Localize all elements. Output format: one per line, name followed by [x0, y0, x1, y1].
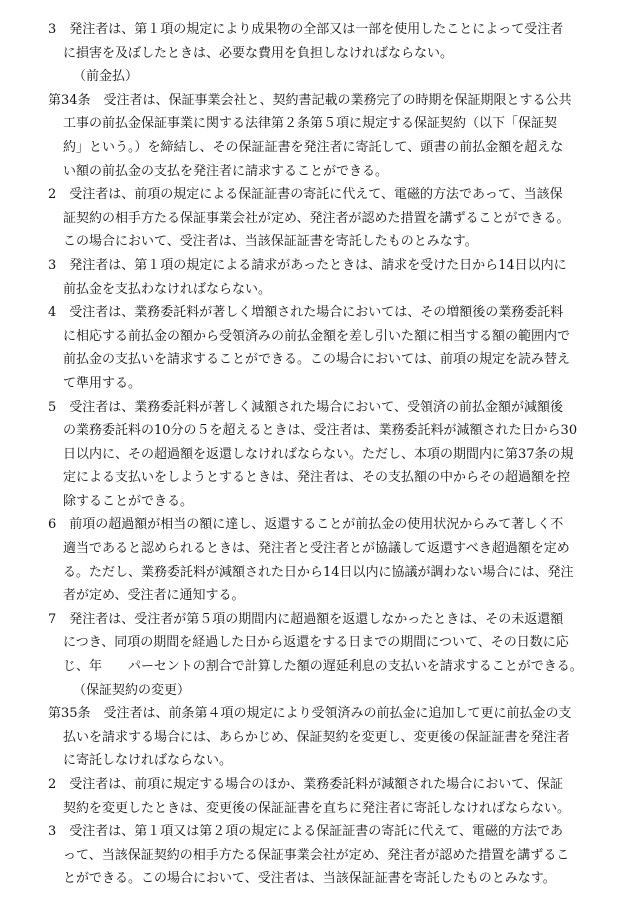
- text-line: に相応する前払金の額から受領済みの前払金額を差し引いた額に相当する額の範囲内で: [63, 328, 571, 344]
- text-line: て準用する。: [63, 375, 142, 391]
- text-line: 払いを請求する場合には、あらかじめ、保証契約を変更し、変更後の保証証書を発注者: [63, 729, 570, 745]
- text-line: に損害を及ぼしたときは、必要な費用を負担しなければならない。: [63, 45, 454, 61]
- text-line: 前払金の支払いを請求することができる。この場合においては、前項の規定を読み替え: [63, 352, 571, 368]
- numbered-paragraph: [48, 396, 608, 514]
- text-line: 5 受注者は、業務委託料が著しく減額された場合において、受領済の前払金額が減額後: [48, 399, 564, 415]
- text-line: い額の前払金の支払を発注者に請求することができる。: [63, 163, 389, 179]
- article-caption: [48, 679, 608, 703]
- article-paragraph: [48, 89, 608, 183]
- numbered-paragraph: [48, 18, 608, 65]
- text-line: 約」という。）を締結し、その保証証書を発注者に寄託して、頭書の前払金額を超えな: [63, 139, 564, 155]
- text-line: 第34条 受注者は、保証事業会社と、契約書記載の業務完了の時期を保証期限とする公共: [48, 92, 572, 108]
- text-line: 2 受注者は、前項の規定による保証証書の寄託に代えて、電磁的方法であって、当該保: [48, 187, 563, 203]
- numbered-paragraph: [48, 183, 608, 254]
- text-line: 証契約の相手方たる保証事業会社が定め、発注者が認めた措置を講ずることができる。: [63, 210, 570, 226]
- text-line: 者が定め、受注者に通知する。: [63, 588, 245, 604]
- numbered-paragraph: [48, 773, 608, 820]
- text-line: 3 受注者は、第１項又は第２項の規定による保証証書の寄託に代えて、電磁的方法であ: [48, 824, 564, 840]
- text-line: とができる。この場合において、受注者は、当該保証証書を寄託したものとみなす。: [63, 871, 556, 887]
- contract-document: [48, 18, 608, 891]
- text-line: 7 発注者は、受注者が第５項の期間内に超過額を返還しなかったときは、その未返還額: [48, 611, 564, 627]
- numbered-paragraph: [48, 254, 608, 301]
- numbered-paragraph: [48, 301, 608, 395]
- article-paragraph: [48, 702, 608, 773]
- text-line: 2 受注者は、前項に規定する場合のほか、業務委託料が減額された場合において、保証: [48, 777, 564, 792]
- text-line: 6 前項の超過額が相当の額に達し、返還することが前払金の使用状況からみて著しく不: [48, 517, 564, 533]
- text-line: 前払金を支払わなければならない。: [63, 281, 272, 297]
- text-line: 除することができる。: [63, 493, 194, 509]
- text-line: 契約を変更したときは、変更後の保証証書を直ちに発注者に寄託しなければならない。: [63, 800, 571, 816]
- text-line: この場合において、受注者は、当該保証証書を寄託したものとみなす。: [63, 234, 478, 250]
- numbered-paragraph: [48, 608, 608, 679]
- text-line: 適当であると認められるときは、発注者と受注者とが協議して返還すべき超過額を定め: [63, 541, 570, 557]
- text-line: に寄託しなければならない。: [63, 753, 233, 769]
- text-line: 3 発注者は、第１項の規定による請求があったときは、請求を受けた日から14日以内に: [48, 257, 567, 273]
- text-line: って、当該保証契約の相手方たる保証事業会社が定め、発注者が認めた措置を講ずるこ: [63, 847, 570, 863]
- text-line: の業務委託料の10分の５を超えるときは、受注者は、業務委託料が減額された日から30: [63, 423, 578, 439]
- numbered-paragraph: [48, 513, 608, 607]
- text-line: る。ただし、業務委託料が減額された日から14日以内に協議が調わない場合には、発注: [63, 564, 574, 580]
- text-line: 工事の前払金保証事業に関する法律第２条第５項に規定する保証契約（以下「保証契: [63, 116, 558, 132]
- text-line: 定による支払いをしようとするときは、発注者は、その支払額の中からその超過額を控: [63, 470, 571, 486]
- text-line: （前金払）: [73, 69, 139, 85]
- text-line: （保証契約の変更）: [73, 682, 191, 698]
- text-line: につき、同項の期間を経過した日から返還をする日までの期間について、その日数に応: [63, 635, 569, 651]
- text-line: 日以内に、その超過額を返還しなければならない。ただし、本項の期間内に第37条の規: [63, 446, 574, 462]
- text-line: 4 受注者は、業務委託料が著しく増額された場合においては、その増額後の業務委託料: [48, 305, 564, 321]
- text-line: じ、年 パーセントの割合で計算した額の遅延利息の支払いを請求することができる。: [63, 659, 583, 675]
- numbered-paragraph: [48, 820, 608, 891]
- text-line: 第35条 受注者は、前条第４項の規定により受領済みの前払金に追加して更に前払金の支: [48, 706, 572, 722]
- text-line: 3 発注者は、第１項の規定により成果物の全部又は一部を使用したことによって受注者: [48, 22, 564, 37]
- article-caption: [48, 65, 608, 89]
